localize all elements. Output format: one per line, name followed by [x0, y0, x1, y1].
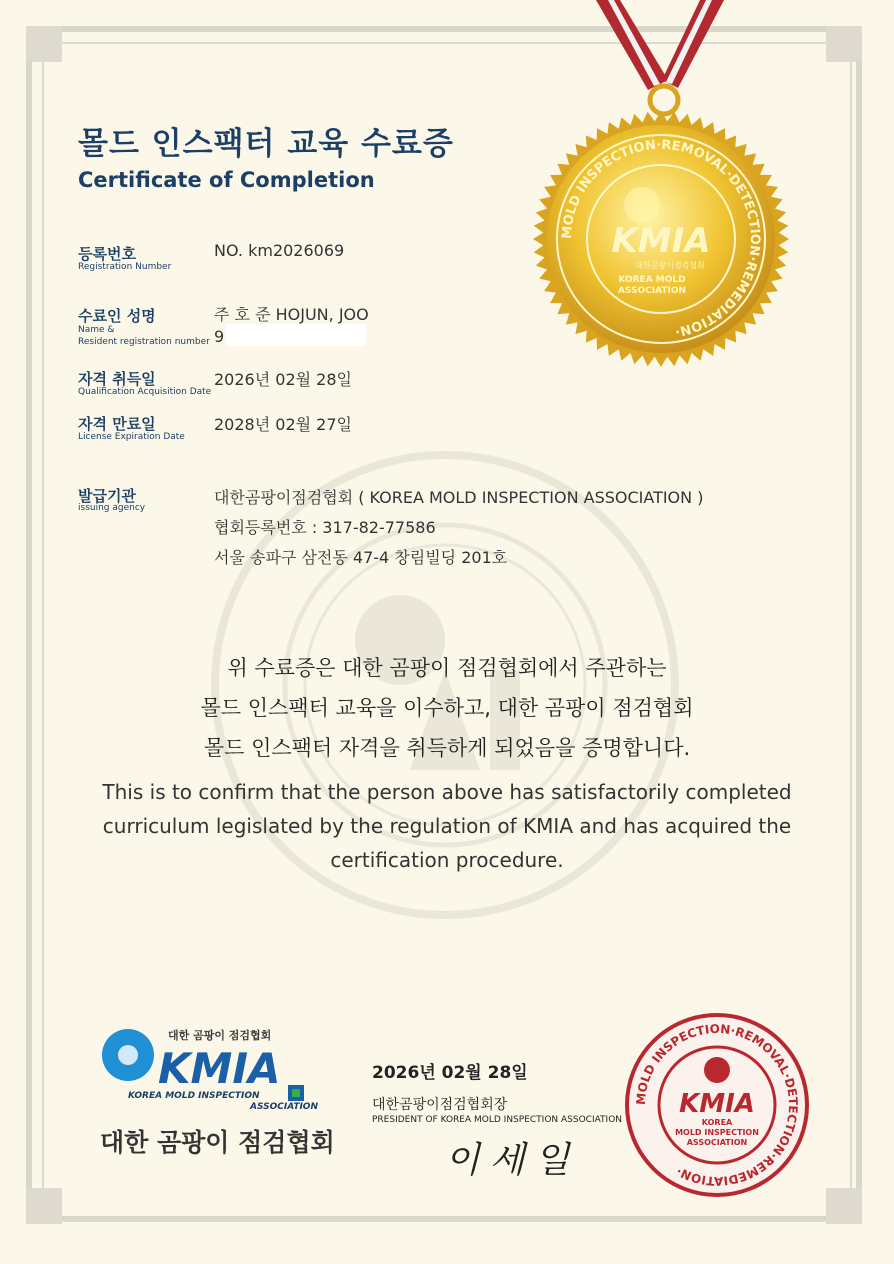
name-sublabel-1: Name & [78, 325, 115, 335]
acquisition-sublabel: Qualification Acquisition Date [78, 387, 212, 397]
expiration-value: 2028년 02월 27일 [214, 415, 352, 434]
agency-line-2: 협회등록번호 : 317-82-77586 [214, 518, 436, 537]
frame-corner [826, 26, 862, 62]
logo-en-line2: ASSOCIATION [250, 1102, 318, 1112]
signature: 이세일 [445, 1140, 580, 1181]
expiration-label: 자격 만료일 [78, 415, 156, 433]
seal-en-line3: ASSOCIATION [686, 1138, 748, 1147]
medal-ko-text: 대한곰팡이점검협회 [635, 261, 705, 270]
medal-ring-text: MOLD INSPECTION·REMOVAL·DETECTION·REMEDIATION· [559, 137, 763, 339]
president-title-ko: 대한곰팡이점검협회장 [372, 1097, 508, 1113]
agency-sublabel: issuing agency [78, 503, 146, 513]
association-name: 대한 곰팡이 점검협회 [100, 1128, 335, 1157]
kmia-logo [100, 1025, 340, 1115]
logo-ko-text: 대한 곰팡이 점검협회 [168, 1029, 272, 1042]
redaction-box [226, 324, 366, 346]
agency-line-3: 서울 송파구 삼전동 47-4 창림빌딩 201호 [214, 548, 508, 567]
registration-sublabel: Registration Number [78, 262, 172, 272]
logo-brand: KMIA [158, 1044, 281, 1093]
statement-ko-line-1: 위 수료증은 대한 곰팡이 점검협회에서 주관하는 [227, 656, 667, 680]
president-title-en: PRESIDENT OF KOREA MOLD INSPECTION ASSOCIATION [372, 1115, 623, 1125]
statement-en-line-1: This is to confirm that the person above has satisfactorily completed [102, 780, 792, 804]
expiration-sublabel: License Expiration Date [78, 432, 185, 442]
seal-en-line2: MOLD INSPECTION [675, 1128, 759, 1137]
name-sublabel-2: Resident registration number [78, 337, 210, 347]
resident-number-value: 9 [214, 327, 225, 346]
gold-medal [532, 110, 790, 368]
agency-line-1: 대한곰팡이점검협회 ( KOREA MOLD INSPECTION ASSOCIATION ) [214, 488, 704, 507]
seal-ring-text: MOLD INSPECTION·REMOVAL·DETECTION·REMEDIATION· [633, 1021, 801, 1189]
seal-brand: KMIA [679, 1089, 755, 1119]
statement-en-line-2: curriculum legislated by the regulation of KMIA and has acquired the [102, 814, 792, 838]
name-value: 주 호 준 HOJUN, JOO [214, 305, 369, 324]
frame-corner [26, 26, 62, 62]
frame-corner [826, 1188, 862, 1224]
statement-ko-line-3: 몰드 인스팩터 자격을 취득하게 되었음을 증명합니다. [203, 736, 691, 760]
acquisition-label: 자격 취득일 [78, 370, 156, 388]
agency-label: 발급기관 [78, 487, 136, 505]
medal-en-line1: KOREA MOLD [618, 275, 686, 285]
name-label: 수료인 성명 [78, 307, 156, 325]
title-korean: 몰드 인스팩터 교육 수료증 [78, 126, 454, 162]
acquisition-value: 2026년 02월 28일 [214, 370, 352, 389]
registration-value: NO. km2026069 [214, 241, 345, 260]
medal-brand: KMIA [611, 221, 711, 261]
medal-en-line2: ASSOCIATION [617, 286, 687, 296]
logo-en-line1: KOREA MOLD INSPECTION [128, 1091, 260, 1101]
seal-en-line1: KOREA [701, 1118, 733, 1127]
statement-en-line-3: certification procedure. [330, 848, 564, 872]
frame-corner [26, 1188, 62, 1224]
red-seal [624, 1012, 810, 1198]
issue-date: 2026년 02월 28일 [372, 1063, 528, 1083]
registration-label: 등록번호 [78, 245, 136, 263]
statement-ko-line-2: 몰드 인스팩터 교육을 이수하고, 대한 곰팡이 점검협회 [200, 696, 694, 720]
title-english: Certificate of Completion [78, 168, 375, 192]
